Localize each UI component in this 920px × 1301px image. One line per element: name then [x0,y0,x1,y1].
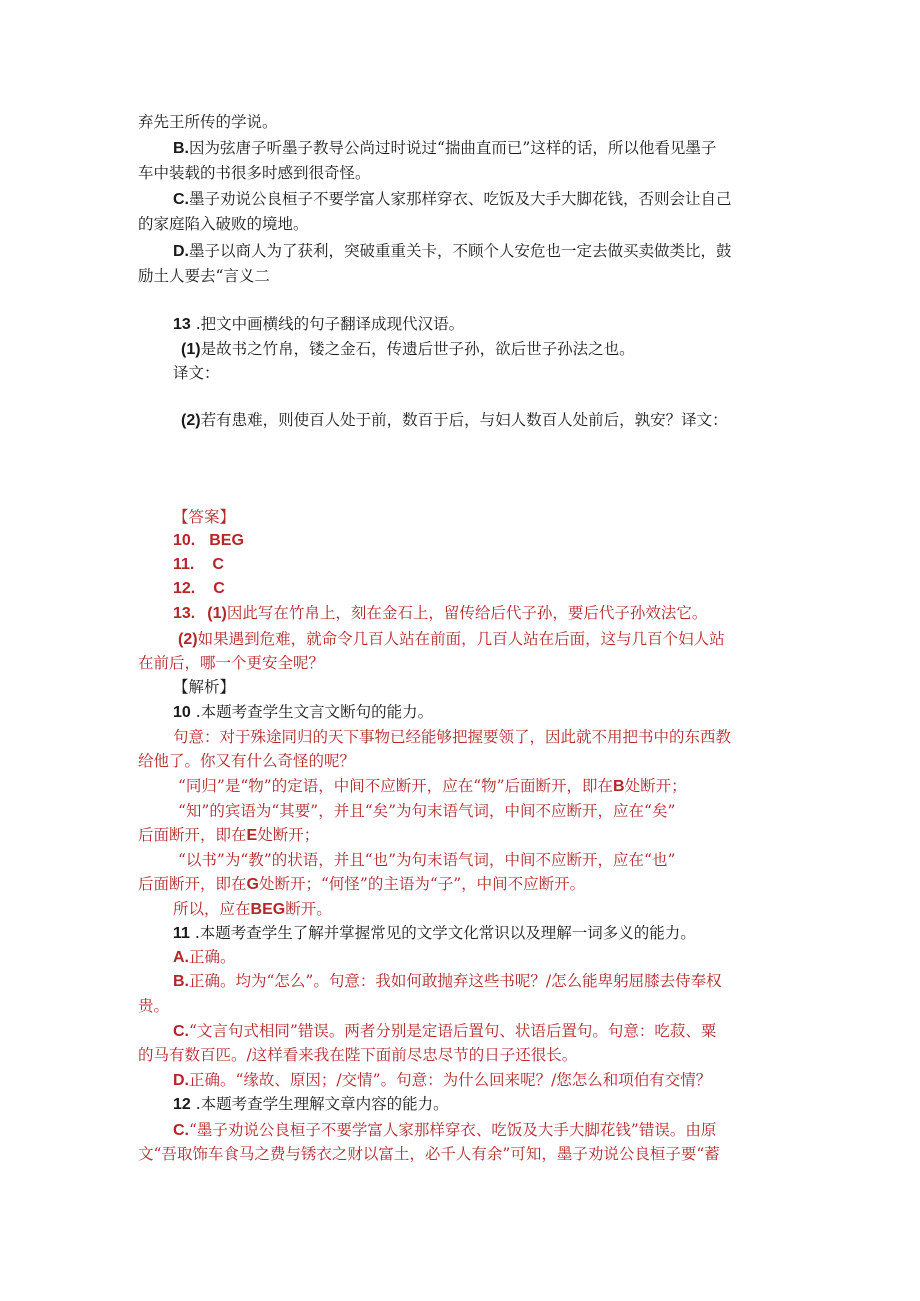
analysis-text: 处断开； [257,826,320,844]
option-text: 墨子劝说公良桓子不要学富人家那样穿衣、吃饭及大手大脚花钱，否则会让自己 [189,190,732,208]
analysis-text: “文言句式相同”错误。两者分别是定语后置句、状语后置句。句意：吃菽、粟 [189,1022,717,1040]
analysis-text: 处断开； [624,777,687,795]
option-text: 车中装载的书很多时感到很奇怪。 [138,164,371,182]
option-b [173,137,716,160]
option-c [173,188,732,211]
sub-number: (1) [207,605,227,622]
analysis-number: 11 [173,925,190,942]
analysis-text: 给他了。你又有什么奇怪的呢？ [138,752,356,770]
analysis-text: .本题考查学生文言文断句的能力。 [190,703,434,721]
break-point-letter: B [613,778,625,795]
sub-text: 若有患难，则使百人处于前，数百于后，与妇人数百人处前后，孰安？译文： [200,411,728,429]
answer-13-2-line2 [138,652,324,674]
analysis-text: 的马有数百匹。/这样看来我在陛下面前尽忠尽节的日子还很长。 [138,1046,578,1064]
answer-value: BEG [209,532,244,549]
option-letter: B. [173,140,189,157]
analysis-10-line3 [178,775,687,798]
analysis-11-c-line2 [138,1044,577,1066]
option-c-line2 [138,213,309,235]
analysis-text: 贵。 [138,997,170,1015]
analysis-10-line1 [173,726,731,748]
answer-13-2 [178,628,725,651]
analysis-number: 10 [173,704,191,721]
answer-11 [173,553,224,576]
break-point-letter: G [246,876,259,893]
option-letter: B. [173,973,189,990]
answer-number: 12. [173,580,196,597]
analysis-text: 处断开；“何怪”的主语为“子”，中间不应断开。 [258,875,586,893]
sub-number: (2) [181,412,201,429]
analysis-text: 正确。均为“怎么”。句意：我如何敢抛弃这些书呢？/怎么能卑躬屈膝去侍奉权 [189,972,722,990]
analysis-text: 后面断开，即在 [138,875,247,893]
option-letter: D. [173,243,189,260]
analysis-11-c [173,1020,716,1043]
option-text: 墨子以商人为了获利，突破重重关卡，不顾个人安危也一定去做买卖做类比，鼓 [189,242,732,260]
analysis-10-line4 [178,800,675,822]
answer-number: 11. [173,556,195,573]
analysis-12-c-line2 [138,1143,720,1165]
analysis-10-line5 [138,824,319,847]
option-d-line2 [138,265,270,287]
analysis-11-a [173,946,236,969]
translation-label-1 [173,362,220,384]
analysis-10-line8 [173,898,332,921]
answer-12 [173,577,225,600]
analysis-text: “墨子劝说公良桓子不要学富人家那样穿衣、吃饭及大手大脚花钱”错误。由原 [189,1121,717,1139]
analysis-10-line6 [178,849,675,871]
question-13-1 [181,338,635,361]
analysis-11-d [173,1069,711,1092]
answer-10 [173,529,244,552]
option-text: 励土人要去“言义二 [138,267,270,285]
question-13 [173,313,464,336]
break-point-letters: BEG [250,901,286,918]
analysis-text: 正确。 [189,948,236,966]
option-letter: C. [173,191,189,208]
sub-text: 是故书之竹帛，镂之金石，传遗后世子孙，欲后世子孙法之也。 [200,340,635,358]
analysis-11-b [173,970,722,993]
analysis-header [173,676,235,698]
analysis-text: 断开。 [285,900,332,918]
option-letter: D. [173,1072,189,1089]
option-b-line2 [138,162,371,184]
option-text: 的家庭陷入破败的境地。 [138,215,309,233]
analysis-10-line2 [138,750,355,772]
analysis-text: “同归”是“物”的定语，中间不应断开，应在“物”后面断开，即在 [178,777,614,795]
analysis-text: .本题考查学生了解并掌握常见的文学文化常识以及理解一词多义的能力。 [189,924,696,942]
analysis-text: .本题考查学生理解文章内容的能力。 [190,1095,449,1113]
sub-number: (2) [178,631,198,648]
answer-number: 13. [173,605,196,622]
analysis-text: 后面断开，即在 [138,826,247,844]
analysis-10 [173,701,433,724]
translation-label: 译文： [173,364,220,382]
answer-text: 如果遇到危难，就命令几百人站在前面，几百人站在后面，这与几百个妇人站 [197,630,725,648]
section-header: 【解析】 [173,678,236,696]
option-a-continuation [138,111,278,133]
text-line: 弃先王所传的学说。 [138,113,278,131]
option-letter: C. [173,1023,189,1040]
analysis-11-b-line2 [138,995,169,1017]
answer-value: C [213,580,225,597]
answer-text: 因此写在竹帛上，刻在金石上，留传给后代子孙，要后代子孙效法它。 [226,604,708,622]
analysis-text: 句意：对于殊途同归的天下事物已经能够把握要领了，因此就不用把书中的东西教 [173,728,732,746]
analysis-number: 12 [173,1096,191,1113]
analysis-12 [173,1093,449,1116]
answer-header [173,506,235,528]
sub-number: (1) [181,341,201,358]
option-d [173,240,732,263]
analysis-11 [173,922,696,945]
analysis-text: 正确。“缘故、原因；/交情”。句意：为什么回来呢？/您怎么和项伯有交情？ [189,1071,712,1089]
analysis-text: “以书”为“教”的状语，并且“也”为句末语气词，中间不应断开，应在“也” [178,851,676,869]
option-letter: A. [173,949,189,966]
question-text: .把文中画横线的句子翻译成现代汉语。 [190,315,465,333]
answer-13-1 [173,602,707,625]
section-header: 【答案】 [173,508,236,526]
analysis-text: 文“吾取饰车食马之费与锈衣之财以富土，必千人有余”可知，墨子劝说公良桓子要“蓄 [138,1145,720,1163]
answer-number: 10. [173,532,196,549]
answer-value: C [212,556,224,573]
analysis-12-c [173,1119,716,1142]
answer-text: 在前后，哪一个更安全呢？ [138,654,325,672]
option-text: 因为弦唐子听墨子教导公尚过时说过“揣曲直而已”这样的话，所以他看见墨子 [189,139,717,157]
analysis-text: 所以，应在 [173,900,251,918]
break-point-letter: E [246,827,258,844]
analysis-10-line7 [138,873,585,896]
question-13-2 [181,409,728,432]
option-letter: C. [173,1122,189,1139]
analysis-text: “知”的宾语为“其要”，并且“矣”为句末语气词，中间不应断开，应在“矣” [178,802,676,820]
question-number: 13 [173,316,191,333]
